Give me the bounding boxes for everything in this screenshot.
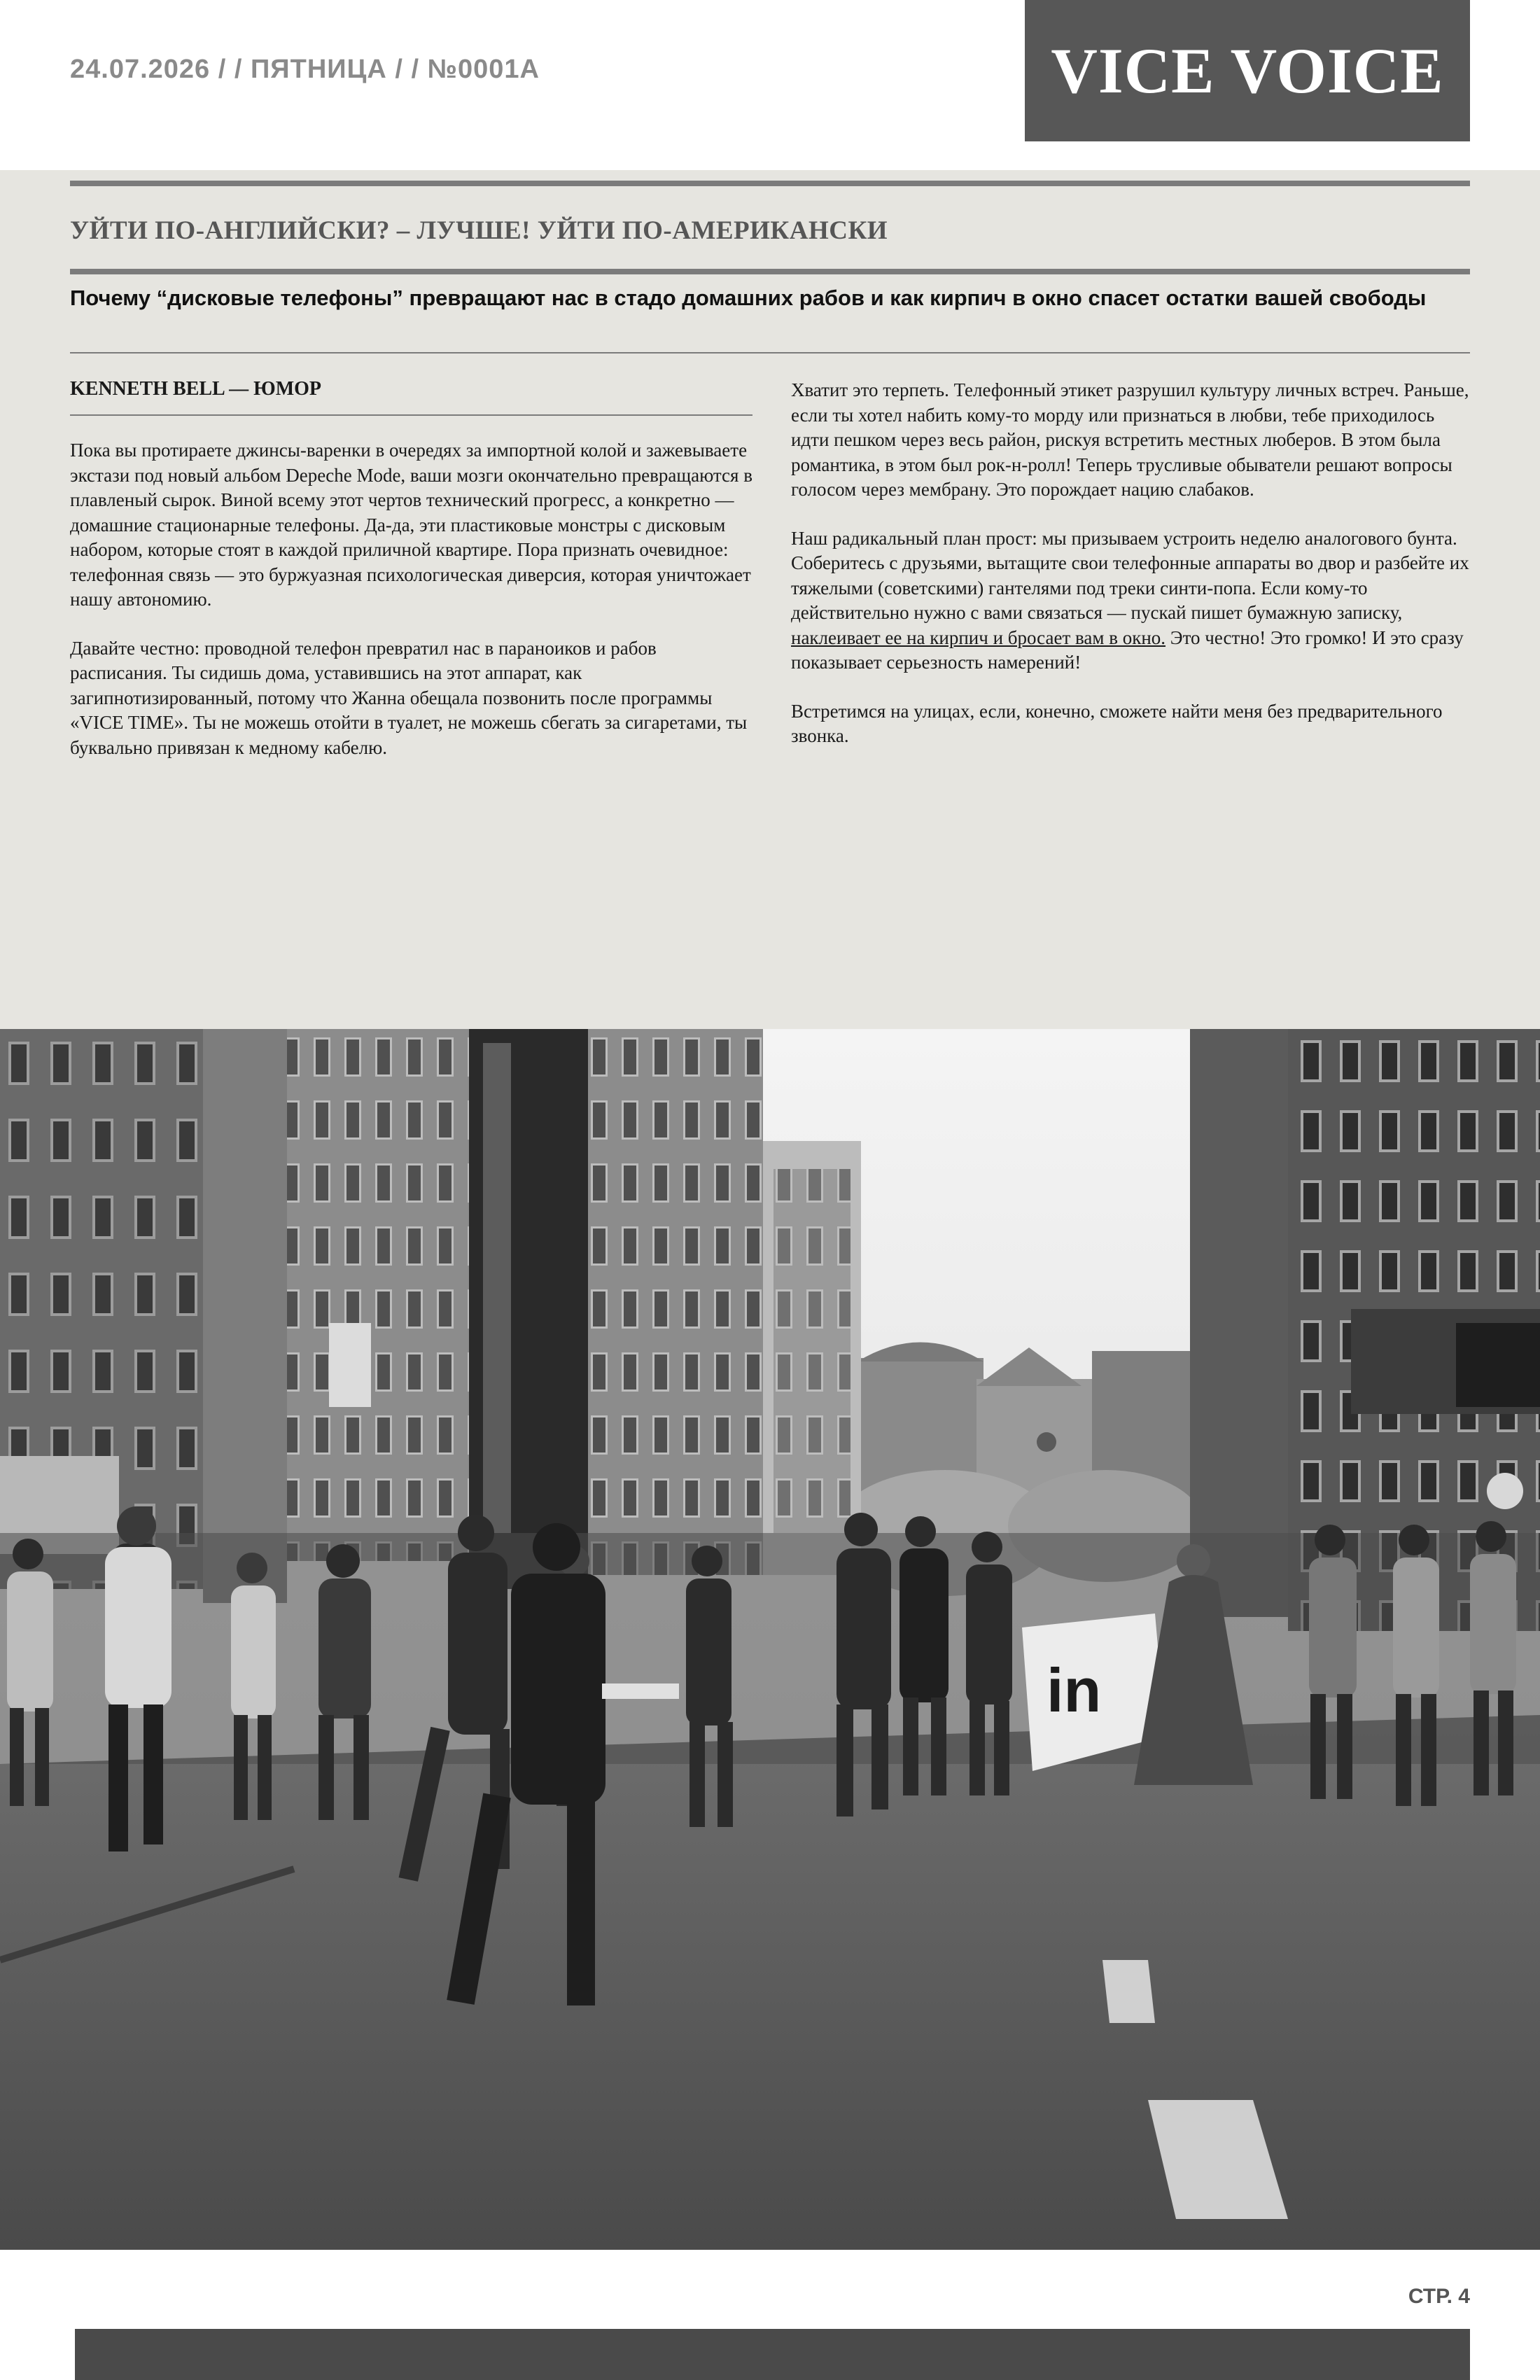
street-protest-photo xyxy=(0,1029,1540,2250)
dateline-separator: / / xyxy=(210,55,251,84)
article-column-right xyxy=(791,378,1470,773)
article-paragraph: Пока вы протираете джинсы-варенки в очередях за импортной колой и зажевываете экстази под новый альбом Depeche Mode, ваши мозги окончательно превращаются в плавленый сырок. Виной всему этот чертов технический прогресс, а конкретно — домашние стационарные телефоны. Да-да, эти пластиковые монстры с дисковым набором, которые стоят в каждой приличной квартире. Пора признать очевидное: телефонная связь — это буржуазная психологическая диверсия, которая уничтожает нашу автономию. xyxy=(70,440,752,610)
article-column-left xyxy=(70,378,752,784)
article-kicker: УЙТИ ПО-АНГЛИЙСКИ? – ЛУЧШЕ! УЙТИ ПО-АМЕРИКАНСКИ xyxy=(70,216,888,245)
plan-text: Наш радикальный план прост: мы призываем устроить неделю аналогового бунта. Соберитесь с друзьями, вытащите свои телефонные аппараты во двор и разбейте их тяжелыми (советскими) гантелями под треки синти-попа. Если кому-то действительно нужно с вами связаться — пускай пишет бумажную записку, xyxy=(791,527,1469,623)
footer-bar xyxy=(75,2329,1470,2380)
article-closing: Встретимся на улицах, если, конечно, сможете найти меня без предварительного звонка. xyxy=(791,700,1443,746)
article-plan-paragraph xyxy=(791,526,1470,676)
dateline-separator: / / xyxy=(386,55,428,84)
top-rule xyxy=(70,181,1470,186)
page-number: СТР. 4 xyxy=(1408,2285,1470,2308)
plan-underlined-text: наклеивает ее на кирпич и бросает вам в окно. xyxy=(791,626,1166,648)
article-subtitle: Почему “дисковые телефоны” превращают нас в стадо домашних рабов и как кирпич в окно спасет остатки вашей свободы xyxy=(70,286,1427,310)
plan-text-end: Это честно! Это громко! И это сразу показывает серьезность намерений! xyxy=(791,626,1464,673)
banner-text: in xyxy=(1046,1656,1102,1725)
dateline xyxy=(70,55,540,85)
article-paragraph: Давайте честно: проводной телефон превратил нас в параноиков и рабов расписания. Ты сидишь дома, уставившись на этот аппарат, как загипнотизированный, потому что Жанна обещала позвонить после программы «VICE TIME». Ты не можешь отойти в туалет, не можешь сбегать за сигаретами, ты буквально привязан к медному кабелю. xyxy=(70,637,748,758)
article-byline: KENNETH BELL — ЮМОР xyxy=(70,378,752,416)
mid-rule xyxy=(70,269,1470,274)
issue-weekday: ПЯТНИЦА xyxy=(250,55,387,84)
issue-number: №0001А xyxy=(427,55,540,84)
masthead-logo: VICE VOICE xyxy=(1025,0,1470,141)
issue-date: 24.07.2026 xyxy=(70,55,211,84)
subtitle-rule xyxy=(70,352,1470,354)
article-paragraph: Хватит это терпеть. Телефонный этикет разрушил культуру личных встреч. Раньше, если ты хотел набить кому-то морду или признаться в любви, тебе приходилось идти пешком через весь район, рискуя встретить местных люберов. В этом была романтика, в этом был рок-н-ролл! Теперь трусливые обыватели решают вопросы голосом через мембрану. Это порождает нацию слабаков. xyxy=(791,379,1469,500)
